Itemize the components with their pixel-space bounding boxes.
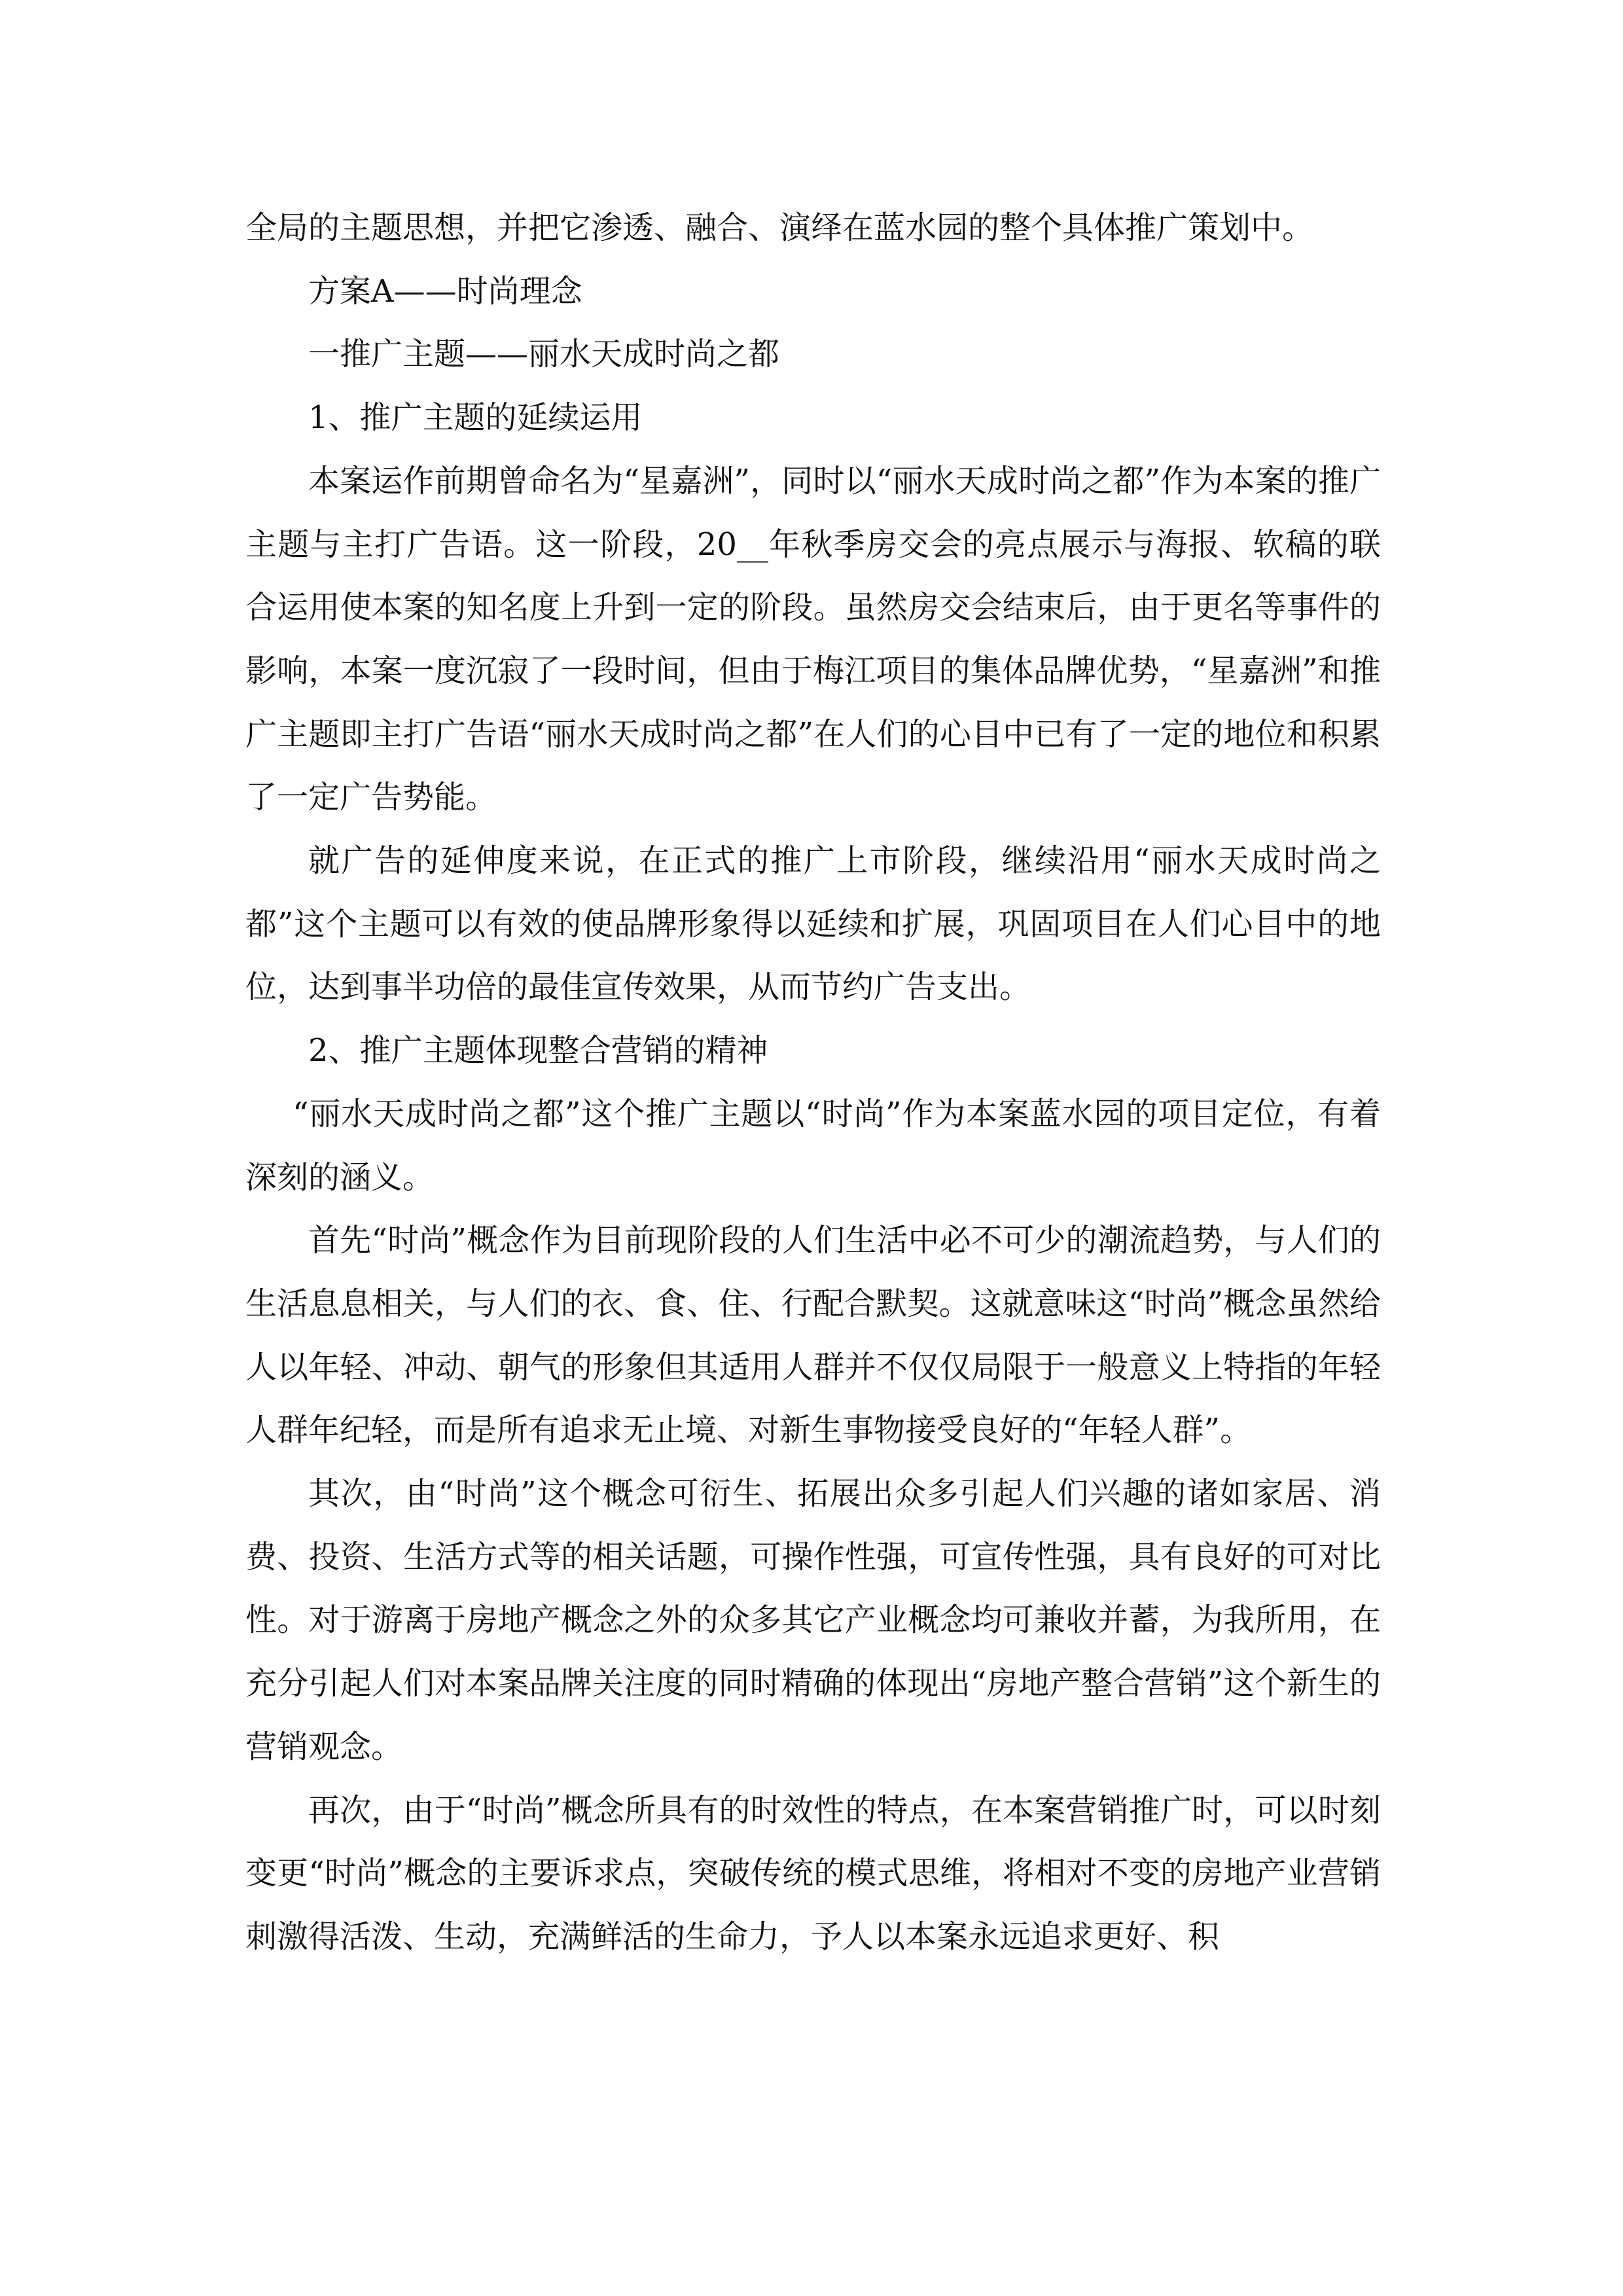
heading-section-1: 1、推广主题的延续运用 (308, 399, 643, 437)
document-body (245, 196, 1381, 1969)
paragraph-theme-meaning: “丽水天成时尚之都”这个推广主题以“时尚”作为本案蓝水园的项目定位，有着深刻的涵义。 (245, 1095, 1381, 1196)
heading-plan-a: 方案A——时尚理念 (308, 272, 582, 310)
paragraph-continuation: 全局的主题思想，并把它渗透、融合、演绎在蓝水园的整个具体推广策划中。 (245, 209, 1314, 246)
paragraph-third: 再次，由于“时尚”概念所具有的时效性的特点，在本案营销推广时，可以时刻变更“时尚”概念的主要诉求点，突破传统的模式思维，将相对不变的房地产业营销刺激得活泼、生动，充满鲜活的生命力，予人以本案永远追求更好、积 (245, 1791, 1381, 1955)
paragraph-extension: 就广告的延伸度来说，在正式的推广上市阶段，继续沿用“丽水天成时尚之都”这个主题可以有效的使品牌形象得以延续和扩展，巩固项目在人们心目中的地位，达到事半功倍的最佳宣传效果，从而节约广告支出。 (245, 842, 1381, 1006)
paragraph-second: 其次，由“时尚”这个概念可衍生、拓展出众多引起人们兴趣的诸如家居、消费、投资、生活方式等的相关话题，可操作性强，可宣传性强，具有良好的可对比性。对于游离于房地产概念之外的众多其它产业概念均可兼收并蓄，为我所用，在充分引起人们对本案品牌关注度的同时精确的体现出“房地产整合营销”这个新生的营销观念。 (245, 1475, 1381, 1765)
heading-promotion-theme: 一推广主题——丽水天成时尚之都 (308, 336, 780, 373)
paragraph-first: 首先“时尚”概念作为目前现阶段的人们生活中必不可少的潮流趋势，与人们的生活息息相关，与人们的衣、食、住、行配合默契。这就意味这“时尚”概念虽然给人以年轻、冲动、朝气的形象但其适用人群并不仅仅局限于一般意义上特指的年轻人群年纪轻，而是所有追求无止境、对新生事物接受良好的“年轻人群”。 (245, 1222, 1381, 1449)
paragraph-background: 本案运作前期曾命名为“星嘉洲”，同时以“丽水天成时尚之都”作为本案的推广主题与主打广告语。这一阶段，20__年秋季房交会的亮点展示与海报、软稿的联合运用使本案的知名度上升到一定的阶段。虽然房交会结束后，由于更名等事件的影响，本案一度沉寂了一段时间，但由于梅江项目的集体品牌优势，“星嘉洲”和推广主题即主打广告语“丽水天成时尚之都”在人们的心目中已有了一定的地位和积累了一定广告势能。 (245, 462, 1381, 816)
heading-section-2: 2、推广主题体现整合营销的精神 (308, 1032, 768, 1069)
